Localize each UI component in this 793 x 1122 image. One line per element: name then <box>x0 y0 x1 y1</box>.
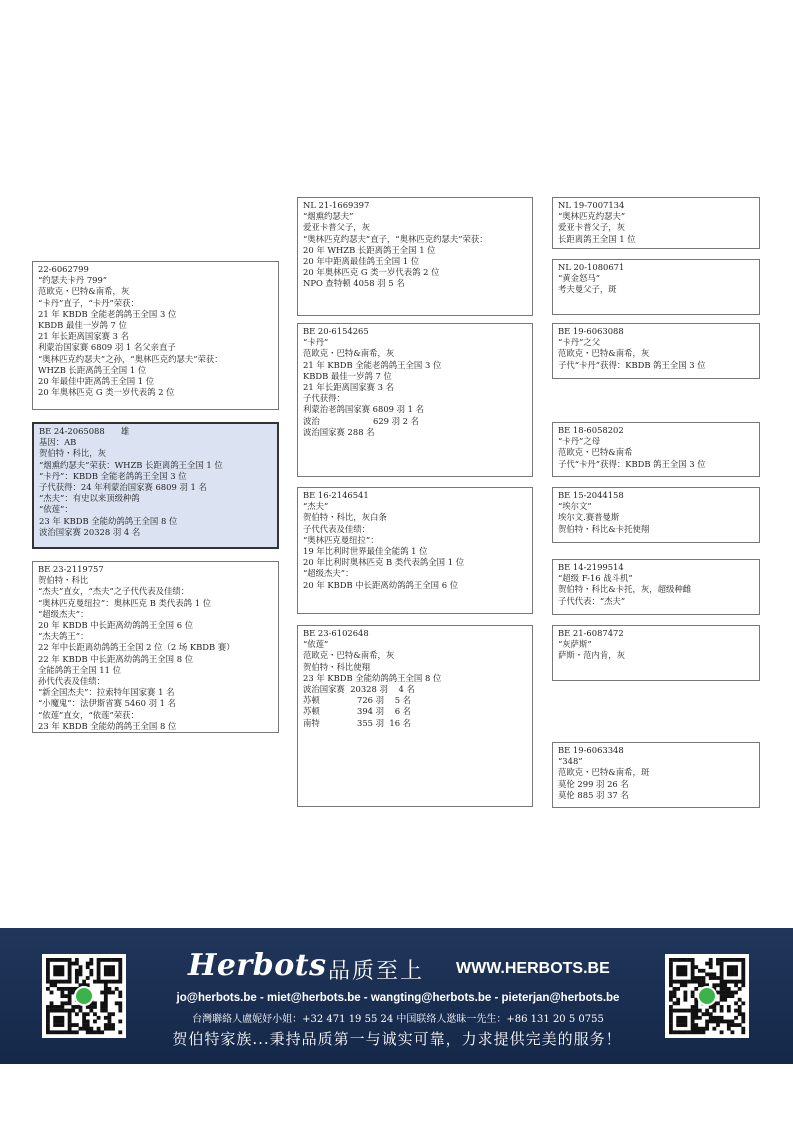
pedigree-line: 23 年 KBDB 全能幼鸽鸽王全国 8 位 <box>38 720 177 731</box>
pedigree-ggp-card-1 <box>552 197 760 249</box>
pedigree-line: 22 年 KBDB 中长距离幼鸽鸽王全国 8 位 <box>38 653 194 664</box>
pedigree-line: NL 19-7007134 <box>558 200 625 210</box>
pedigree-line: “卡丹” <box>303 337 329 348</box>
pedigree-sire-card <box>32 261 279 410</box>
pedigree-line: BE 23-2119757 <box>38 564 104 574</box>
pedigree-line: “约瑟夫卡丹 799” <box>38 275 108 286</box>
brand-block <box>188 948 608 988</box>
pedigree-line: BE 23-6102648 <box>303 628 369 638</box>
pedigree-line: 全能鸽鸽王全国 11 位 <box>38 664 121 675</box>
pedigree-line: 孙代代表及佳绩： <box>38 676 105 687</box>
subject-sex: 雄 <box>120 426 130 436</box>
pedigree-line: 苏顿 726 羽 5 名 <box>303 695 412 706</box>
pedigree-line: 21 年长距离国家赛 3 名 <box>303 382 394 393</box>
subject-header <box>39 426 272 437</box>
pedigree-line: 贺伯特・科比&卡托使翔 <box>558 523 650 534</box>
pedigree-line: KBDB 最佳一岁鸽 7 位 <box>303 370 392 381</box>
website-link[interactable]: WWW.HERBOTS.BE <box>456 960 610 977</box>
pedigree-line: BE 19-6063348 <box>558 745 624 755</box>
footer-banner <box>0 928 793 1064</box>
pedigree-line: 20 年奥林匹克 G 类一岁代表鸽 2 位 <box>38 387 175 398</box>
pedigree-line: NL 21-1669397 <box>303 200 370 210</box>
pedigree-line: NL 20-1080671 <box>558 262 625 272</box>
pedigree-line: 莫伦 299 羽 26 名 <box>558 778 629 789</box>
pedigree-ggp-card-4 <box>552 422 760 477</box>
pedigree-line: 20 年比利时奥林匹克 B 类代表鸽全国 1 位 <box>303 557 465 568</box>
pedigree-line: “奥林匹克曼纽拉”： <box>303 534 379 545</box>
pedigree-line: “超级 F-16 战斗机” <box>558 573 633 584</box>
pedigree-ggp-card-8 <box>552 742 760 808</box>
pedigree-line: “依莲”直女，“依莲”荣获： <box>38 709 139 720</box>
pedigree-line: 子代获得： <box>303 393 345 404</box>
pedigree-ggp-card-2 <box>552 259 760 315</box>
pedigree-line: “新全国杰夫”：拉索特年国家赛 1 名 <box>38 687 175 698</box>
contact-phones: 台灣聯絡人盧妮妤小姐：+32 471 19 55 24 中国联络人逖昧一先生：+86 131 20 5 0755 <box>192 1014 604 1025</box>
pedigree-line: BE 18-6058202 <box>558 425 624 435</box>
pedigree-line: “奥林匹克约瑟夫”之孙，“奥林匹克约瑟夫”荣获： <box>38 353 223 364</box>
pedigree-line: “奥林匹克曼纽拉”：奥林匹克 B 类代表鸽 1 位 <box>38 597 212 608</box>
pedigree-line: BE 16-2146541 <box>303 490 369 500</box>
pedigree-line: “卡丹”之父 <box>558 337 601 348</box>
pedigree-line: “烟熏约瑟夫” <box>303 211 354 222</box>
pedigree-line: 20 年 WHZB 长距离鸽王全国 1 位 <box>303 244 436 255</box>
pedigree-line: “卡丹”：KBDB 全能老鸽鸽王全国 3 位 <box>39 470 187 481</box>
pedigree-line: 波治国家赛 288 名 <box>303 426 375 437</box>
pedigree-line: 基因：AB <box>39 437 77 448</box>
pedigree-line: 20 年 KBDB 中长距离幼鸽鸽王全国 6 位 <box>38 620 194 631</box>
pedigree-line: “黄金怒马” <box>558 273 601 284</box>
pedigree-line: NPO 查特顿 4058 羽 5 名 <box>303 278 405 289</box>
email-addresses[interactable]: jo@herbots.be - miet@herbots.be - wangting@herbots.be - pieterjan@herbots.be <box>176 992 620 1004</box>
pedigree-line: 贺伯特・科比使翔 <box>303 661 370 672</box>
pedigree-line: BE 19-6063088 <box>558 326 624 336</box>
pedigree-line: 23 年 KBDB 全能幼鸽鸽王全国 8 位 <box>39 515 178 526</box>
pedigree-ggp-card-6 <box>552 559 760 615</box>
wechat-qr-right-icon <box>665 954 749 1038</box>
pedigree-line: 子代代表及佳绩： <box>303 523 370 534</box>
pedigree-line: “卡丹”直子，“卡丹”荣获： <box>38 297 139 308</box>
pedigree-line: 波治国家赛 20328 羽 4 名 <box>39 526 141 537</box>
pedigree-line: “杰夫鸽王”： <box>38 631 89 642</box>
pedigree-line: 南特 355 羽 16 名 <box>303 717 412 728</box>
pedigree-line: 贺伯特・科比，灰白条 <box>303 512 387 523</box>
pedigree-line: “超级杰夫”： <box>303 568 354 579</box>
brand-slogan: 品质至上 <box>328 959 425 984</box>
pedigree-line: “依莲”： <box>39 504 73 515</box>
subject-details <box>39 437 272 538</box>
pedigree-line: “348” <box>558 756 583 767</box>
pedigree-line: “奥林匹克约瑟夫” <box>558 211 626 222</box>
pedigree-line: 波治 629 羽 2 名 <box>303 415 420 426</box>
pedigree-line: 20 年奥林匹克 G 类一岁代表鸽 2 位 <box>303 267 440 278</box>
pedigree-line: 20 年中距离最佳鸽王全国 1 位 <box>303 256 420 267</box>
pedigree-line: “杰夫” <box>303 501 329 512</box>
pedigree-line: 范欧克・巴特&南希，灰 <box>38 286 130 297</box>
pedigree-ggp-card-3 <box>552 323 760 379</box>
pedigree-sire-sire-card <box>297 197 533 316</box>
pedigree-line: “依莲” <box>303 639 329 650</box>
pedigree-line: “杰夫”：有史以来顶级种鸽 <box>39 493 140 504</box>
pedigree-line: 21 年 KBDB 全能老鸽鸽王全国 3 位 <box>38 308 177 319</box>
family-motto: 贺伯特家族...秉持品质第一与诚实可靠，力求提供完美的服务！ <box>172 1030 622 1048</box>
pedigree-line: 考夫曼父子，斑 <box>558 284 617 295</box>
pedigree-line: “埃尔文” <box>558 501 592 512</box>
pedigree-line: KBDB 最佳一岁鸽 7 位 <box>38 320 127 331</box>
pedigree-line: 范欧克・巴特&南希，斑 <box>558 767 650 778</box>
pedigree-line: “杰夫”直女，“杰夫”之子代代表及佳绩： <box>38 586 190 597</box>
qr-code-right <box>665 954 749 1038</box>
pedigree-line: “超级杰夫”： <box>38 608 89 619</box>
qr-code-left <box>42 954 126 1038</box>
pedigree-dam-card <box>32 561 279 733</box>
pedigree-line: 21 年 KBDB 全能老鸽鸽王全国 3 位 <box>303 359 442 370</box>
wechat-qr-left-icon <box>42 954 126 1038</box>
pedigree-sire-dam-card <box>297 323 533 477</box>
pedigree-line: 范欧克・巴特&南希 <box>558 447 633 458</box>
pedigree-line: “小魔鬼”：法伊斯省赛 5460 羽 1 名 <box>38 698 176 709</box>
pedigree-line: 爱亚卡普父子，灰 <box>558 222 625 233</box>
pedigree-line: 20 年最佳中距离鸽王全国 1 位 <box>38 376 155 387</box>
pedigree-line: 22-6062799 <box>38 264 89 274</box>
pedigree-line: BE 20-6154265 <box>303 326 369 336</box>
pedigree-line: “奥林匹克约瑟夫”直子，“奥林匹克约瑟夫”荣获： <box>303 233 488 244</box>
pedigree-line: 长距离鸽王全国 1 位 <box>558 233 636 244</box>
pedigree-line: 贺伯特・科比 <box>38 575 89 586</box>
pedigree-line: 子代“卡丹”获得：KBDB 鸽王全国 3 位 <box>558 359 706 370</box>
pedigree-line: 苏顿 394 羽 6 名 <box>303 706 412 717</box>
subject-ring-number: BE 24-2065088 <box>39 426 105 436</box>
pedigree-ggp-card-5 <box>552 487 760 543</box>
pedigree-line: “灰萨斯” <box>558 639 592 650</box>
pedigree-line: 贺伯特・科比&卡托，灰，超级种雌 <box>558 584 692 595</box>
pedigree-line: “卡丹”之母 <box>558 436 601 447</box>
pedigree-line: 范欧克・巴特&南希，灰 <box>303 650 395 661</box>
herbots-logo: Herbots <box>188 948 327 983</box>
pedigree-line: 爱亚卡普父子，灰 <box>303 222 370 233</box>
pedigree-line: BE 14-2199514 <box>558 562 624 572</box>
pedigree-line: 子代代表：“杰夫” <box>558 595 626 606</box>
pedigree-line: 子代获得：24 年利蒙治国家赛 6809 羽 1 名 <box>39 482 207 493</box>
pedigree-line: BE 21-6087472 <box>558 628 624 638</box>
pedigree-dam-sire-card <box>297 487 533 614</box>
pedigree-line: “烟熏约瑟夫”荣获：WHZB 长距离鸽王全国 1 位 <box>39 459 223 470</box>
pedigree-line: 23 年 KBDB 全能幼鸽鸽王全国 8 位 <box>303 672 442 683</box>
pedigree-line: 萨斯・范内肯，灰 <box>558 650 625 661</box>
pedigree-line: BE 15-2044158 <box>558 490 624 500</box>
pedigree-line: 利蒙治老鸽国家赛 6809 羽 1 名 <box>303 404 425 415</box>
pedigree-line: 贺伯特・科比，灰 <box>39 448 106 459</box>
pedigree-line: 埃尔文.赛普曼斯 <box>558 512 620 523</box>
pedigree-line: 范欧克・巴特&南希，灰 <box>558 348 650 359</box>
pedigree-line: 19 年比利时世界最佳全能鸽 1 位 <box>303 546 428 557</box>
pedigree-subject-card <box>32 422 279 549</box>
pedigree-line: 波治国家赛 20328 羽 4 名 <box>303 684 415 695</box>
pedigree-dam-dam-card <box>297 625 533 807</box>
pedigree-line: 22 年中长距离幼鸽鸽王全国 2 位（2 场 KBDB 赛） <box>38 642 235 653</box>
pedigree-line: 子代“卡丹”获得：KBDB 鸽王全国 3 位 <box>558 458 706 469</box>
pedigree-line: WHZB 长距离鸽王全国 1 位 <box>38 364 147 375</box>
pedigree-ggp-card-7 <box>552 625 760 681</box>
pedigree-line: 莫伦 885 羽 37 名 <box>558 789 629 800</box>
pedigree-line: 20 年 KBDB 中长距离幼鸽鸽王全国 6 位 <box>303 579 459 590</box>
pedigree-line: 利蒙治国家赛 6809 羽 1 名父亲直子 <box>38 342 176 353</box>
pedigree-line: 范欧克・巴特&南希，灰 <box>303 348 395 359</box>
pedigree-line: 21 年长距离国家赛 3 名 <box>38 331 129 342</box>
